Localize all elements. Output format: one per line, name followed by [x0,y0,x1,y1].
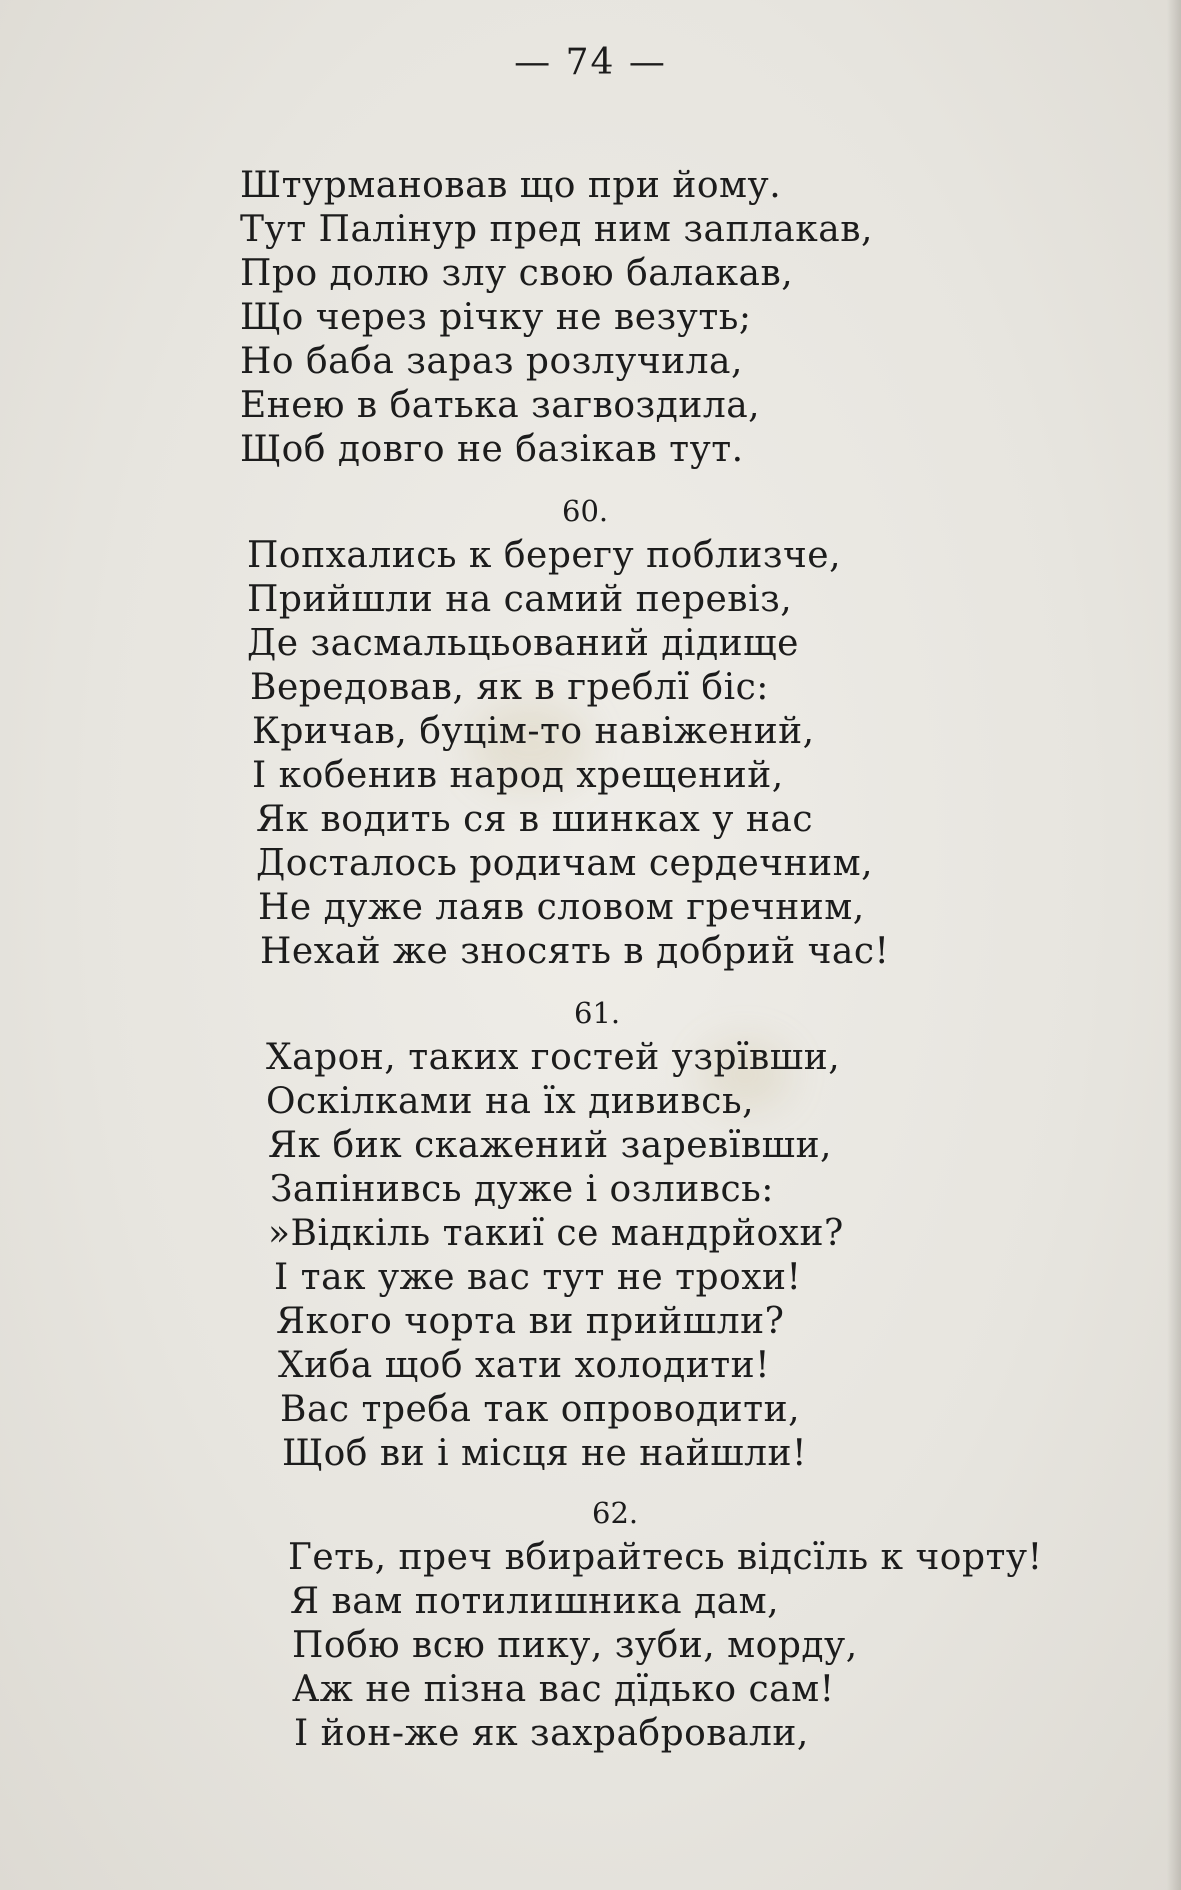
verse-line: Штурмановав що при йому. [240,165,782,206]
verse-line: Аж не пізна вас дїдько сам! [292,1669,835,1710]
verse-line: Но баба зараз розлучила, [240,341,743,382]
verse-line: Вас треба так опроводити, [280,1389,801,1430]
verse-line: Про долю злу свою балакав, [240,253,794,294]
verse-line: Де засмальцьований дідище [247,623,799,664]
stanza-number: 61. [574,996,621,1030]
verse-line: Щоб ви і місця не найшли! [282,1433,808,1474]
verse-line: Кричав, буцім-то навіжений, [252,711,815,752]
verse-line: Вередовав, як в греблї біс: [250,667,769,708]
verse-line: Прийшли на самий перевіз, [247,579,793,620]
verse-line: Нехай же зносять в добрий час! [260,931,890,972]
verse-line: Хиба щоб хати холодити! [278,1345,771,1386]
verse-line: Як бик скажений заревївши, [268,1125,833,1166]
verse-line: Я вам потилишника дам, [290,1581,780,1622]
verse-line: Запінивсь дуже і озливсь: [270,1169,774,1210]
verse-line: Тут Палінур пред ним заплакав, [240,209,873,250]
verse-line: І кобенив народ хрещений, [252,755,784,796]
verse-line: Попхались к берегу поблизче, [247,535,842,576]
stanza-number: 62. [592,1496,639,1530]
verse-line: Досталось родичам сердечним, [256,843,874,884]
verse-line: І йон-же як захрабровали, [294,1713,809,1754]
page-edge-shadow [1167,0,1181,1890]
verse-line: Якого чорта ви прийшли? [276,1301,785,1342]
verse-line: Як водить ся в шинках у нас [256,799,814,840]
verse-line: Оскілками на їх дививсь, [266,1081,755,1122]
verse-line: Побю всю пику, зуби, морду, [292,1625,858,1666]
verse-line: Щоб довго не базікав тут. [240,429,744,470]
verse-line: Енею в батька загвоздила, [240,385,761,426]
stanza-number: 60. [562,494,609,528]
verse-line: Геть, преч вбирайтесь відсїль к чорту! [288,1537,1043,1578]
page-number: — 74 — [514,42,667,83]
verse-line: Не дуже лаяв словом гречним, [258,887,865,928]
verse-line: Харон, таких гостей узрївши, [266,1037,841,1078]
verse-line: »Відкіль такиї се мандрйохи? [268,1213,844,1254]
verse-line: І так уже вас тут не трохи! [274,1257,802,1298]
verse-line: Що через річку не везуть; [240,297,752,338]
